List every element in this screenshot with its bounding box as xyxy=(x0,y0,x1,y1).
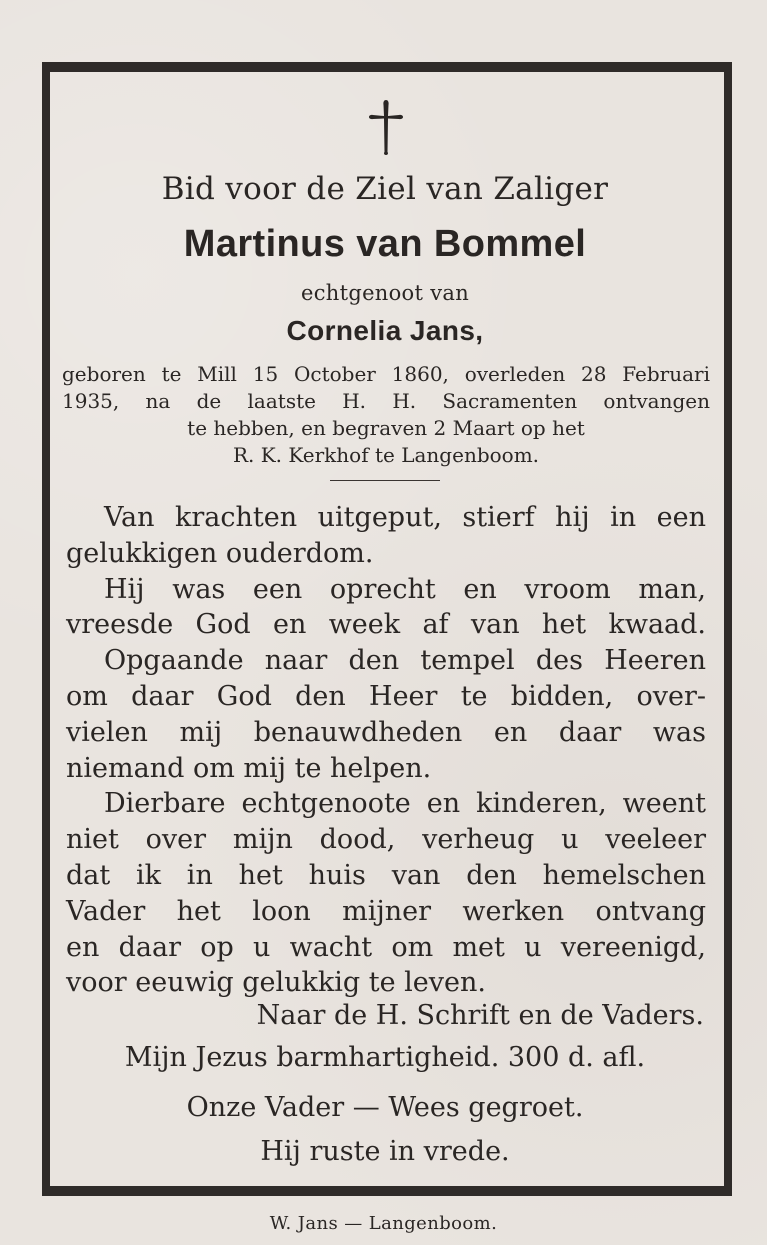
relation-line: echtgenoot van xyxy=(300,281,470,305)
verse-line: Vader het loon mijner werken ontvang xyxy=(66,895,706,927)
verse-line: niemand om mij te helpen. xyxy=(66,752,432,784)
publisher-imprint: W. Jans — Langenboom. xyxy=(269,1213,498,1234)
birth-death-paragraph xyxy=(62,361,710,469)
verse-line: vreesde God en week af van het kwaad. xyxy=(66,609,706,641)
birth-death-line: geboren te Mill 15 October 1860, overleden 28 Februari xyxy=(62,362,710,386)
rest-line: Hij ruste in vrede. xyxy=(260,1136,510,1167)
verse-line: niet over mijn dood, verheug u veeleer xyxy=(66,824,706,856)
verse-line: om daar God den Heer te bidden, over- xyxy=(66,680,706,712)
frame-top-border xyxy=(42,62,732,72)
verse-line: Van krachten uitgeput, stierf hij in een xyxy=(104,502,706,533)
verse-line: Dierbare echtgenoote en kinderen, weent xyxy=(104,788,706,820)
verse-line: gelukkigen ouderdom. xyxy=(66,537,374,569)
frame-bottom-border xyxy=(42,1186,732,1196)
opening-line: Bid voor de Ziel van Zaliger xyxy=(161,171,609,207)
divider-rule xyxy=(330,480,440,481)
verse-text xyxy=(66,500,706,1001)
prayer-line: Onze Vader — Wees gegroet. xyxy=(186,1092,584,1123)
verse-line: vielen mij benauwdheden en daar was xyxy=(66,716,706,748)
verse-line: Opgaande naar den tempel des Heeren xyxy=(104,645,706,677)
spouse-name: Cornelia Jans, xyxy=(286,315,484,346)
birth-death-line: te hebben, en begraven 2 Maart op het xyxy=(187,416,585,440)
birth-death-line: R. K. Kerkhof te Langenboom. xyxy=(232,443,540,467)
verse-line: Hij was een oprecht en vroom man, xyxy=(104,573,706,605)
birth-death-line: 1935, na de laatste H. H. Sacramenten ontvangen xyxy=(62,389,710,413)
frame-right-border xyxy=(724,62,732,1196)
cross-icon xyxy=(366,96,406,158)
source-line: Naar de H. Schrift en de Vaders. xyxy=(256,1000,704,1031)
indulgence-line: Mijn Jezus barmhartigheid. 300 d. afl. xyxy=(124,1042,646,1073)
deceased-name: Martinus van Bommel xyxy=(183,223,587,265)
verse-line: en daar op u wacht om met u vereenigd, xyxy=(66,931,706,963)
verse-line: voor eeuwig gelukkig te leven. xyxy=(66,967,486,999)
verse-line: dat ik in het huis van den hemelschen xyxy=(66,859,706,891)
frame-left-border xyxy=(42,62,50,1196)
